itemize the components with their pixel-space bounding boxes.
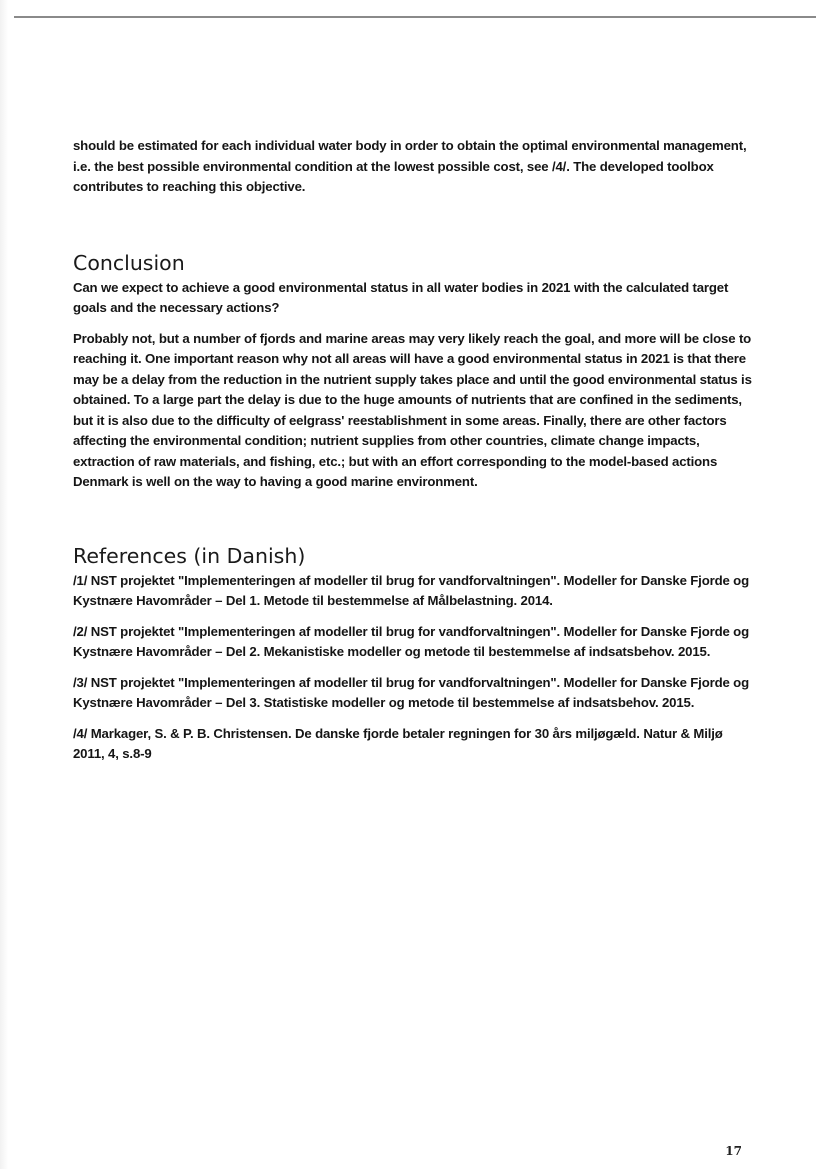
conclusion-question: Can we expect to achieve a good environmental status in all water bodies in 2021 with the calculated target goals and the necessary actions? — [73, 279, 729, 315]
scan-edge-shadow — [0, 0, 8, 1169]
page-number: 17 — [725, 1144, 742, 1158]
header-rule — [14, 16, 816, 18]
page-content — [73, 136, 753, 765]
conclusion-heading: Conclusion — [73, 250, 185, 275]
conclusion-answer: Probably not, but a number of fjords and marine areas may very likely reach the goal, and more will be close to reaching it. One important reason why not all areas will have a good environmental status in 2021 is that there may be a delay from the reduction in the nutrient supply takes place and until the good environmental status is obtained. To a large part the delay is due to the huge amounts of nutrients that are confined in the sediments, but it is also due to the difficulty of eelgrass' reestablishment in some areas. Finally, there are other factors affecting the environmental condition; nutrient supplies from other countries, climate change impacts, extraction of raw materials, and fishing, etc.; but with an effort corresponding to the model-based actions Denmark is well on the way to having a good marine environment. — [73, 330, 752, 489]
reference-item-3: /3/ NST projektet "Implementeringen af modeller til brug for vandforvaltningen". Modeller for Danske Fjorde og Kystnære Havområder – Del 3. Statistiske modeller og metode til bestemmelse af indsatsbehov. 2015. — [73, 674, 749, 710]
reference-item-1: /1/ NST projektet "Implementeringen af modeller til brug for vandforvaltningen". Modeller for Danske Fjorde og Kystnære Havområder – Del 1. Metode til bestemmelse af Målbelastning. 2014. — [73, 572, 749, 608]
reference-item-2: /2/ NST projektet "Implementeringen af modeller til brug for vandforvaltningen". Modeller for Danske Fjorde og Kystnære Havområder – Del 2. Mekanistiske modeller og metode til bestemmelse af indsatsbehov. 2015. — [73, 623, 749, 659]
intro-paragraph: should be estimated for each individual water body in order to obtain the optimal environmental management, i.e. the best possible environmental condition at the lowest possible cost, see /4/. The developed toolbox contributes to reaching this objective. — [73, 138, 747, 194]
reference-item-4: /4/ Markager, S. & P. B. Christensen. De danske fjorde betaler regningen for 30 års miljøgæld. Natur & Miljø 2011, 4, s.8-9 — [73, 725, 723, 761]
references-heading: References (in Danish) — [73, 543, 306, 568]
